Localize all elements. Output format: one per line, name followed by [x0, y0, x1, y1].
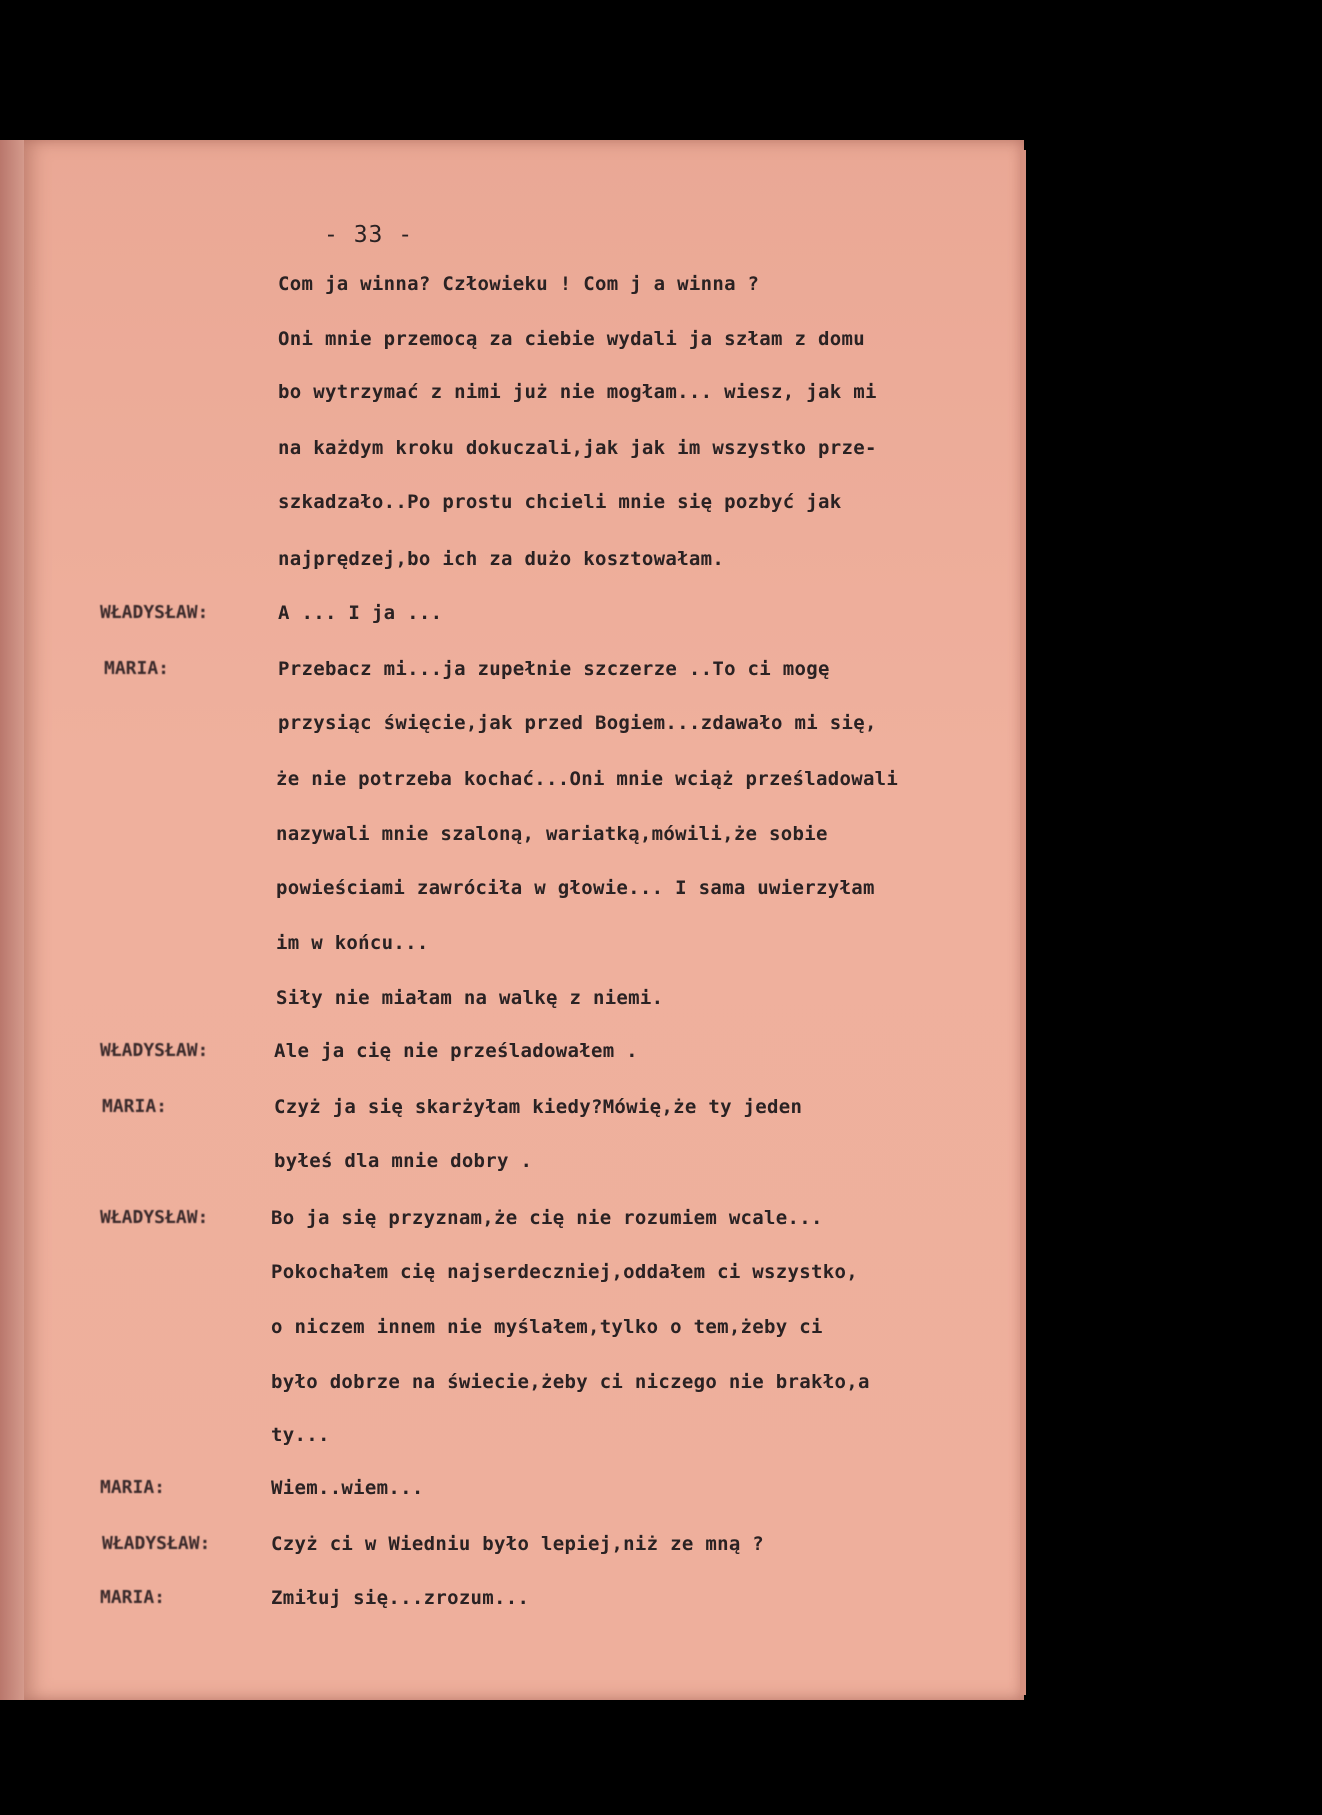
- line-text: na każdym kroku dokuczali,jak jak im wszystko prze-: [278, 437, 877, 459]
- dialogue-line: [24, 1096, 1024, 1126]
- line-text: byłeś dla mnie dobry .: [274, 1150, 533, 1172]
- dialogue-line: [24, 1477, 1024, 1507]
- line-text: Ale ja cię nie prześladowałem .: [274, 1040, 638, 1062]
- line-text: ty...: [271, 1424, 330, 1446]
- line-text: szkadzało..Po prostu chcieli mnie się pozbyć jak: [278, 491, 842, 513]
- line-text: A ... I ja ...: [278, 602, 443, 624]
- speaker-name: WŁADYSŁAW:: [100, 1040, 209, 1061]
- dialogue-line: [24, 987, 1024, 1017]
- dialogue-line: [24, 712, 1024, 742]
- dialogue-line: [24, 437, 1024, 467]
- dialogue-line: [24, 548, 1024, 578]
- page-number: - 33 -: [324, 222, 414, 248]
- line-text: Czyż ci w Wiedniu było lepiej,niż ze mną ?: [271, 1533, 765, 1555]
- dialogue-line: [24, 1371, 1024, 1401]
- speaker-name: MARIA:: [100, 1477, 166, 1498]
- line-text: bo wytrzymać z nimi już nie mogłam... wiesz, jak mi: [278, 381, 877, 403]
- dialogue-line: [24, 1261, 1024, 1291]
- facing-page-edge: [0, 140, 24, 1700]
- speaker-name: MARIA:: [104, 658, 170, 679]
- dialogue-line: [24, 658, 1024, 688]
- line-text: o niczem innem nie myślałem,tylko o tem,żeby ci: [271, 1316, 823, 1338]
- line-text: Pokochałem cię najserdeczniej,oddałem ci wszystko,: [271, 1261, 858, 1283]
- line-text: Czyż ja się skarżyłam kiedy?Mówię,że ty jeden: [274, 1096, 803, 1118]
- dialogue-line: [24, 823, 1024, 853]
- speaker-name: WŁADYSŁAW:: [100, 602, 209, 623]
- line-text: najprędzej,bo ich za dużo kosztowałam.: [278, 548, 725, 570]
- dialogue-line: [24, 1424, 1024, 1454]
- dialogue-line: [24, 1533, 1024, 1563]
- dialogue-line: [24, 1040, 1024, 1070]
- dialogue-line: [24, 1150, 1024, 1180]
- dialogue-line: [24, 491, 1024, 521]
- dialogue-line: [24, 602, 1024, 632]
- dialogue-line: [24, 273, 1024, 303]
- line-text: Siły nie miałam na walkę z niemi.: [276, 987, 664, 1009]
- speaker-name: WŁADYSŁAW:: [100, 1207, 209, 1228]
- line-text: nazywali mnie szaloną, wariatką,mówili,że sobie: [276, 823, 828, 845]
- line-text: było dobrze na świecie,żeby ci niczego nie brakło,a: [271, 1371, 870, 1393]
- line-text: że nie potrzeba kochać...Oni mnie wciąż prześladowali: [276, 768, 899, 790]
- line-text: Oni mnie przemocą za ciebie wydali ja szłam z domu: [278, 328, 865, 350]
- dialogue-line: [24, 932, 1024, 962]
- speaker-name: MARIA:: [102, 1096, 168, 1117]
- line-text: Bo ja się przyznam,że cię nie rozumiem wcale...: [271, 1207, 823, 1229]
- speaker-name: MARIA:: [100, 1587, 166, 1608]
- typescript-page: [24, 140, 1024, 1700]
- line-text: Com ja winna? Człowieku ! Com j a winna ?: [278, 273, 760, 295]
- dialogue-line: [24, 328, 1024, 358]
- speaker-name: WŁADYSŁAW:: [102, 1533, 211, 1554]
- line-text: im w końcu...: [276, 932, 429, 954]
- dialogue-line: [24, 768, 1024, 798]
- dialogue-line: [24, 877, 1024, 907]
- dialogue-line: [24, 381, 1024, 411]
- line-text: przysiąc święcie,jak przed Bogiem...zdawało mi się,: [278, 712, 877, 734]
- line-text: Zmiłuj się...zrozum...: [271, 1587, 530, 1609]
- line-text: powieściami zawróciła w głowie... I sama uwierzyłam: [276, 877, 875, 899]
- dialogue-line: [24, 1587, 1024, 1617]
- dialogue-line: [24, 1207, 1024, 1237]
- line-text: Przebacz mi...ja zupełnie szczerze ..To ci mogę: [278, 658, 830, 680]
- page-right-edge: [1020, 150, 1026, 1695]
- dialogue-line: [24, 1316, 1024, 1346]
- line-text: Wiem..wiem...: [271, 1477, 424, 1499]
